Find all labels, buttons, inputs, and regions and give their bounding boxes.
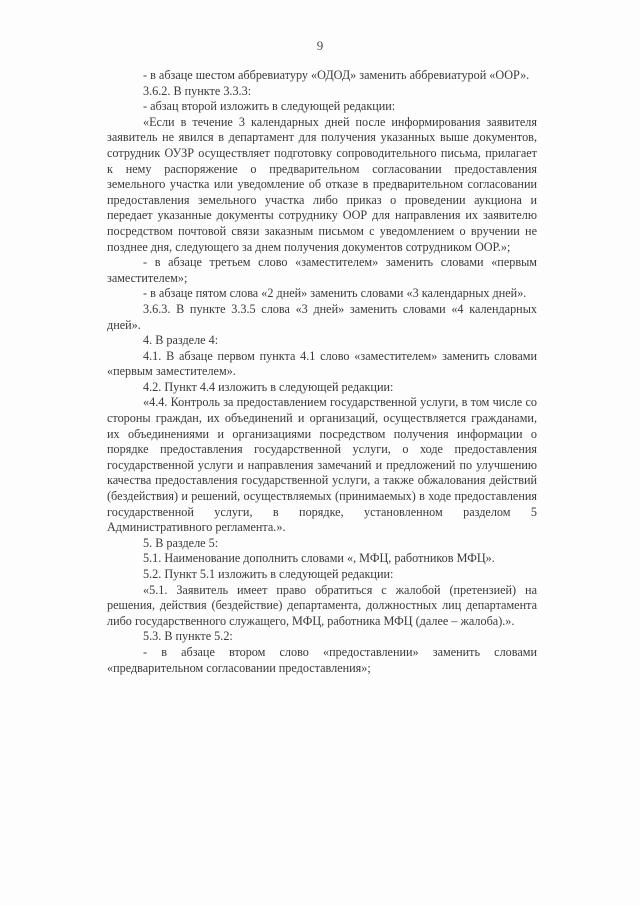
paragraph: - в абзаце шестом аббревиатуру «ОДОД» заменить аббревиатурой «ООР». (143, 68, 530, 82)
paragraph: 3.6.3. В пункте 3.3.5 слова «3 дней» заменить словами «4 календарных дней». (107, 301, 537, 332)
paragraph: «5.1. Заявитель имеет право обратиться с жалобой (претензией) на решения, действия (бездействие) департамента, должностных лиц департамента либо государственного служащего, МФЦ, работника МФЦ (далее – жалоба).». (107, 582, 537, 628)
paragraph: - в абзаце пятом слова «2 дней» заменить словами «3 календарных дней». (143, 286, 527, 301)
paragraph: 4.1. В абзаце первом пункта 4.1 слово «заместителем» заменить словами «первым заместителем». (107, 348, 537, 379)
page-number: 9 (316, 38, 324, 53)
paragraph: «4.4. Контроль за предоставлением государственной услуги, в том числе со стороны граждан, их объединений и организаций, осуществляется гражданами, их объединениями и организациями посредством получения информации о порядке предоставления государственной услуги, о ходе предоставления государственной услуги и направления замечаний и предложений по улучшению качества предоставления государственной услуги, а также обжалования действий (бездействия) и решений, осуществляемых (принимаемых) в ходе предоставления государственной услуги, в порядке, установленном разделом 5 Административного регламента.». (107, 395, 537, 535)
paragraph: 3.6.2. В пункте 3.3.3: (143, 83, 252, 98)
paragraph: «Если в течение 3 календарных дней после информирования заявителя заявитель не явился в департамент для получения указанных выше документов, сотрудник ОУЗР осуществляет подготовку сопроводительного письма, прилагает к нему распоряжение о предварительном согласовании предоставления земельного участка или уведомление об отказе в предварительном согласовании предоставления земельного участка либо приказ о проведении аукциона и передает указанные документы сотруднику ООР для направления их заявителю посредством почтовой связи заказным письмом с уведомлением о вручении не позднее дня, следующего за днем получения документов сотрудником ООР.»; (107, 114, 537, 254)
paragraph: 5. В разделе 5: (143, 535, 219, 550)
paragraph: - в абзаце третьем слово «заместителем» заменить словами «первым заместителем»; (107, 255, 537, 285)
paragraph: 5.2. Пункт 5.1 изложить в следующей редакции: (143, 567, 394, 581)
paragraph: 5.3. В пункте 5.2: (143, 629, 233, 644)
document-body (107, 68, 537, 676)
paragraph: - в абзаце втором слово «предоставлении» заменить словами «предварительном согласовании предоставления»; (107, 644, 537, 675)
paragraph: - абзац второй изложить в следующей редакции: (143, 99, 396, 114)
paragraph: 4. В разделе 4: (143, 333, 219, 348)
paragraph: 4.2. Пункт 4.4 изложить в следующей редакции: (143, 379, 394, 394)
paragraph: 5.1. Наименование дополнить словами «, МФЦ, работников МФЦ». (143, 551, 495, 566)
